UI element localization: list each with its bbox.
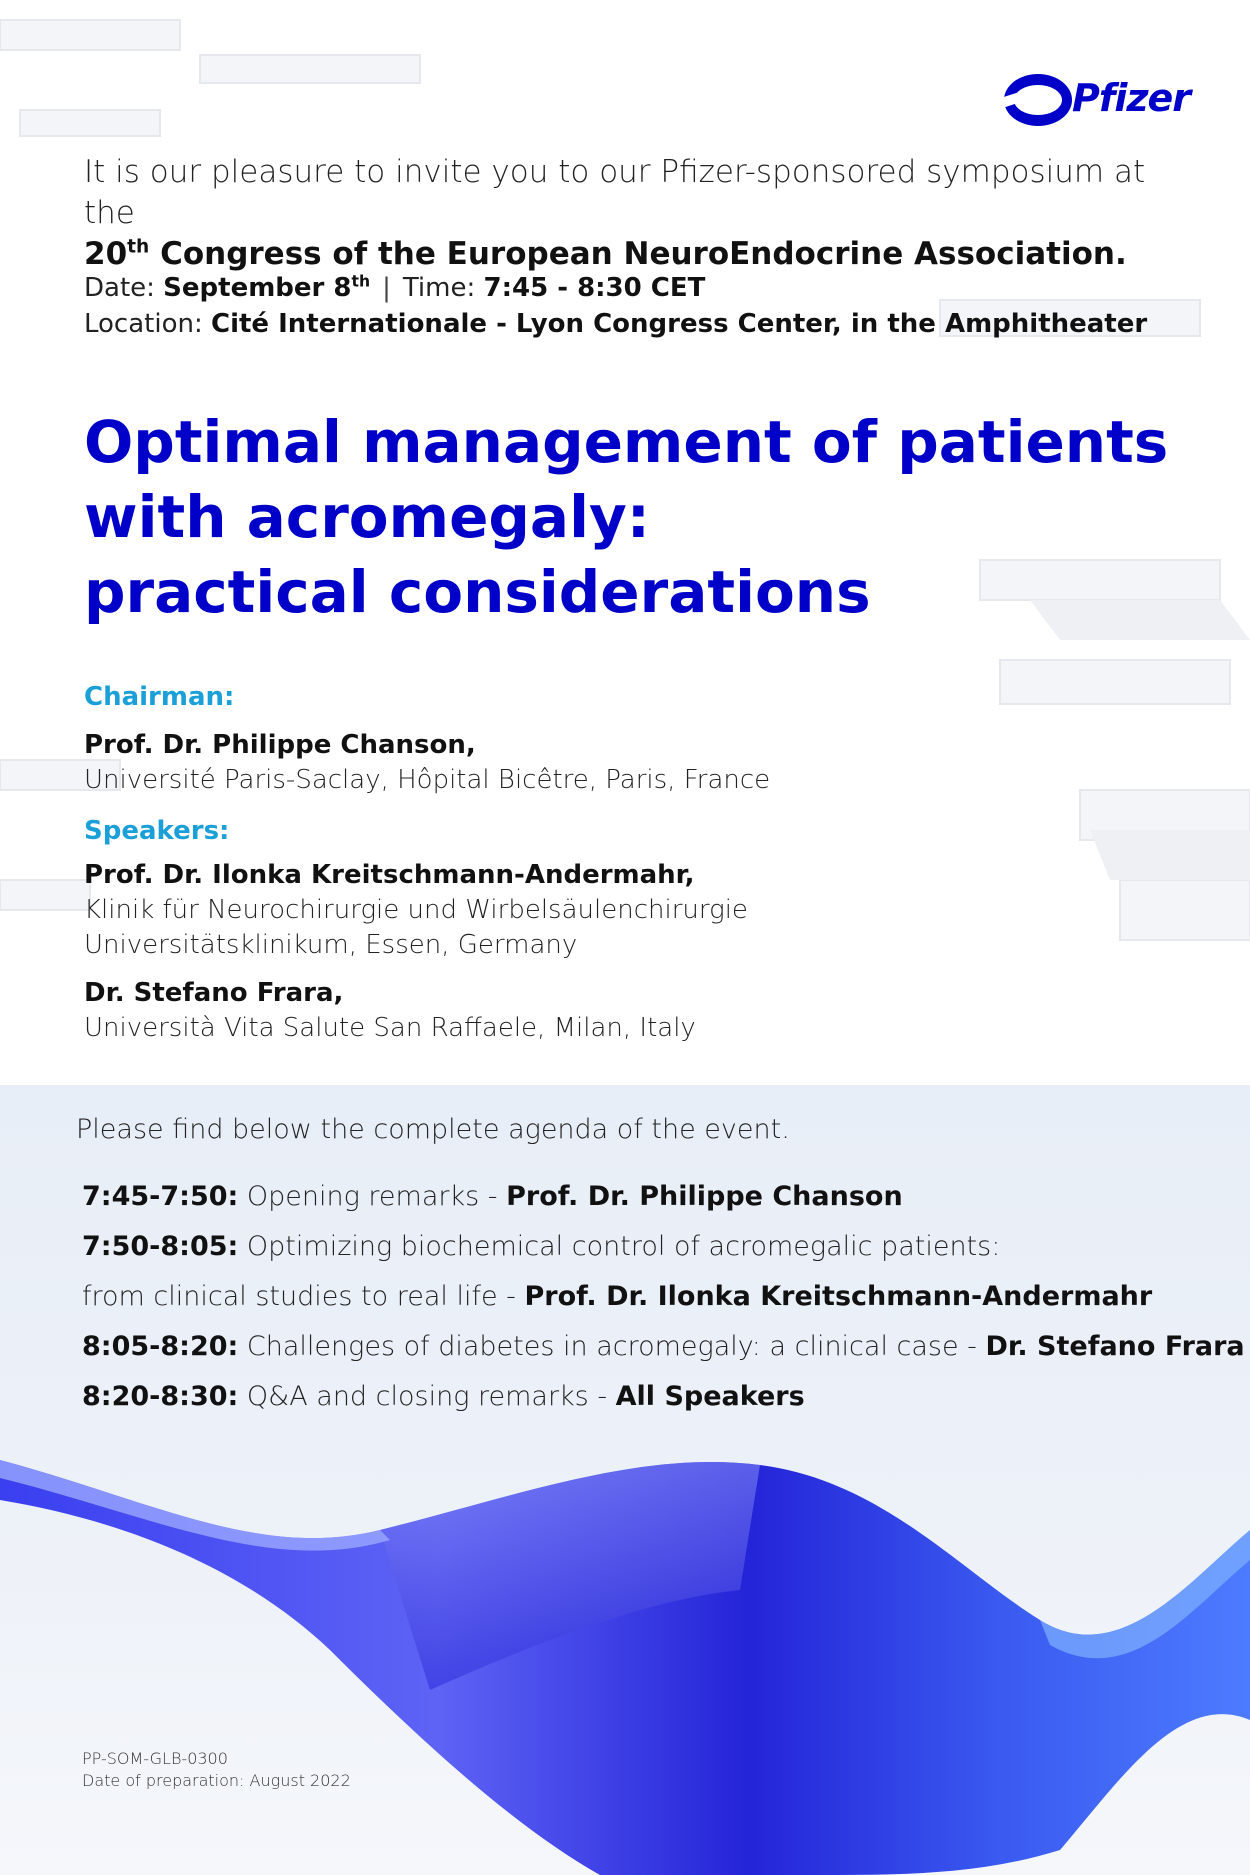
title-line: with acromegaly: bbox=[84, 483, 650, 551]
speaker-affiliation: Klinik für Neurochirurgie und Wirbelsäulenchirurgie bbox=[84, 895, 748, 925]
speaker-entry bbox=[84, 858, 748, 963]
document-code: PP-SOM-GLB-0300 bbox=[82, 1749, 228, 1768]
time-value: 7:45 - 8:30 CET bbox=[483, 273, 706, 303]
footer bbox=[82, 1748, 351, 1792]
brand-name: Pfizer bbox=[1072, 76, 1191, 120]
speaker-affiliation: Università Vita Salute San Raffaele, Milan, Italy bbox=[84, 1013, 696, 1043]
event-details bbox=[84, 270, 1204, 342]
speaker-entry bbox=[84, 976, 696, 1046]
time-label: Time: bbox=[402, 273, 484, 303]
chairman-name: Prof. Dr. Philippe Chanson, bbox=[84, 730, 476, 760]
chairman-entry bbox=[84, 728, 770, 798]
date-time-line: Date: September 8th | Time: 7:45 - 8:30 CET bbox=[84, 270, 1204, 306]
date-label: Date: bbox=[84, 273, 164, 303]
location-label: Location: bbox=[84, 309, 211, 339]
title-line: practical considerations bbox=[84, 558, 871, 626]
congress-line: 20th Congress of the European NeuroEndocrine Association. bbox=[84, 236, 1127, 272]
agenda-row: 8:20-8:30: Q&A and closing remarks - All Speakers bbox=[82, 1381, 805, 1412]
speakers-label: Speakers: bbox=[84, 816, 230, 846]
decorative-wave bbox=[0, 1390, 1250, 1875]
location-line bbox=[84, 306, 1204, 342]
agenda-row: 8:05-8:20: Challenges of diabetes in acromegaly: a clinical case - Dr. Stefano Frara bbox=[82, 1331, 1245, 1362]
speaker-name: Prof. Dr. Ilonka Kreitschmann-Andermahr, bbox=[84, 860, 695, 890]
speaker-affiliation: Universitätsklinikum, Essen, Germany bbox=[84, 930, 578, 960]
agenda-list bbox=[82, 1172, 1245, 1422]
title-line: Optimal management of patients bbox=[84, 408, 1169, 476]
chairman-label: Chairman: bbox=[84, 682, 235, 712]
agenda-row: 7:50-8:05: Optimizing biochemical control of acromegalic patients: bbox=[82, 1231, 1001, 1262]
date-value: September 8 bbox=[163, 273, 352, 303]
invitation-intro bbox=[84, 152, 1204, 275]
agenda-intro: Please find below the complete agenda of the event. bbox=[76, 1114, 790, 1145]
chairman-affiliation: Université Paris-Saclay, Hôpital Bicêtre, Paris, France bbox=[84, 765, 771, 795]
separator: | bbox=[382, 273, 391, 303]
preparation-date: Date of preparation: August 2022 bbox=[82, 1771, 351, 1790]
agenda-row: 7:45-7:50: Opening remarks - Prof. Dr. Philippe Chanson bbox=[82, 1181, 903, 1212]
intro-line: It is our pleasure to invite you to our Pfizer-sponsored symposium at the bbox=[84, 154, 1146, 231]
agenda-row: from clinical studies to real life - Prof. Dr. Ilonka Kreitschmann-Andermahr bbox=[82, 1281, 1153, 1312]
speaker-name: Dr. Stefano Frara, bbox=[84, 978, 344, 1008]
location-value: Cité Internationale - Lyon Congress Center, in the Amphitheater bbox=[211, 309, 1148, 339]
symposium-title bbox=[84, 405, 1204, 630]
